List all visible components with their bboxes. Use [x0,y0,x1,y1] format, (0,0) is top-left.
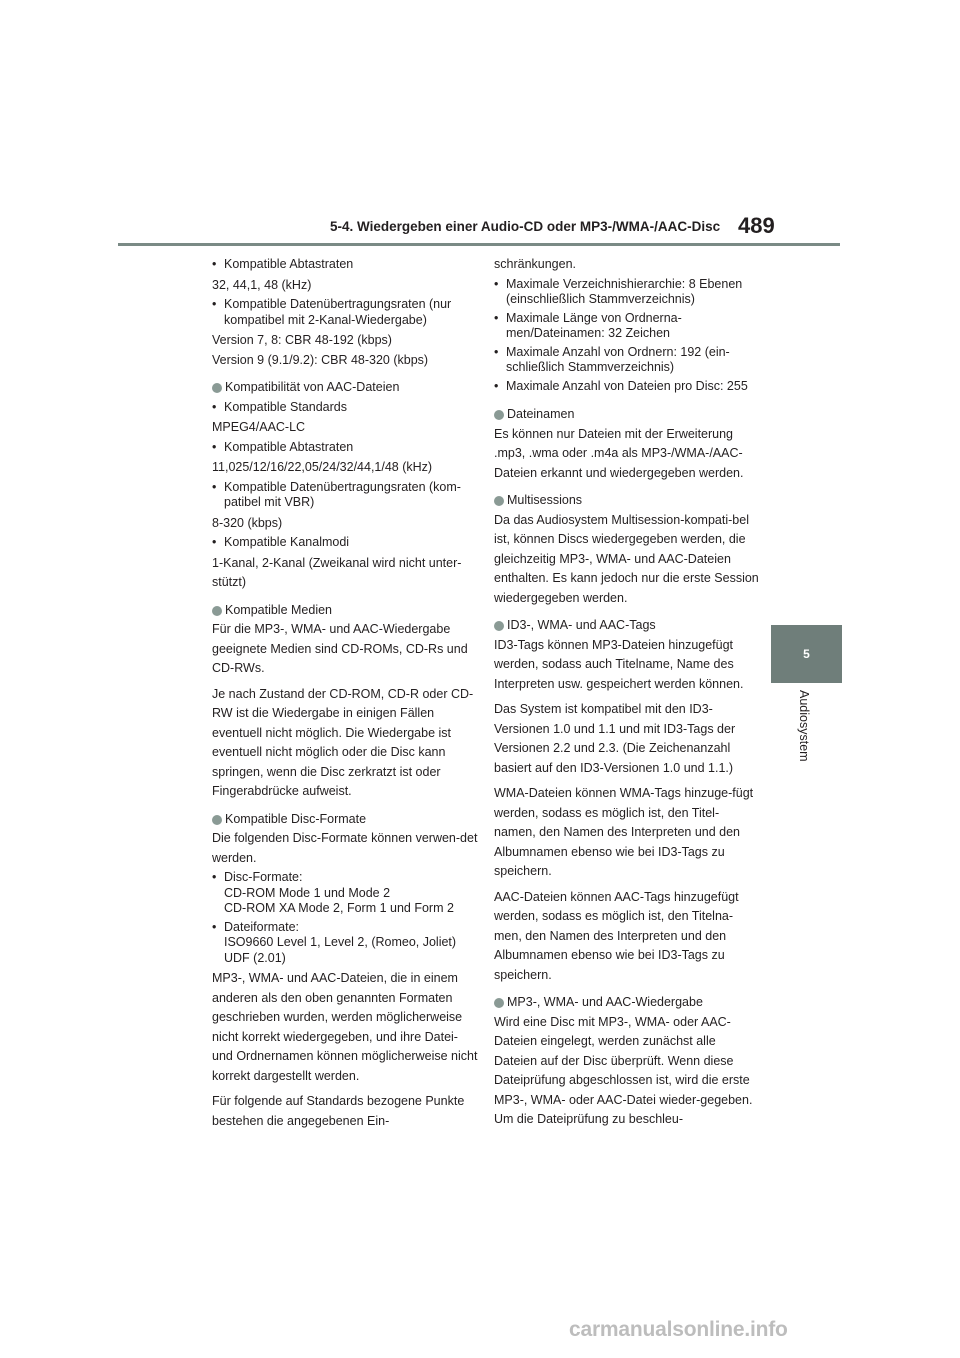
bullet-item: • Disc-Formate: CD-ROM Mode 1 und Mode 2 CD-ROM XA Mode 2, Form 1 und Form 2 [212,870,478,917]
bullet-item: • Dateiformate: ISO9660 Level 1, Level 2, (Romeo, Joliet) UDF (2.01) [212,920,478,967]
chapter-label: Audiosystem [797,690,811,762]
section-heading-multisessions: Multisessions [494,491,760,511]
chapter-tab[interactable] [771,625,842,683]
section-heading-wiedergabe: MP3-, WMA- und AAC-Wiedergabe [494,993,760,1013]
paragraph: ID3-Tags können MP3-Dateien hinzugefügt werden, sodass auch Titelname, Name des Interpreten usw. gespeichert werden können. [494,637,744,691]
paragraph: Version 9 (9.1/9.2): CBR 48-320 (kbps) [212,352,429,367]
circle-bullet-icon [494,621,504,631]
bullet-item: • Kompatible Abtastraten [212,440,478,456]
section-heading-aac: Kompatibilität von AAC-Dateien [212,378,478,398]
paragraph: Je nach Zustand der CD-ROM, CD-R oder CD-RW ist die Wiedergabe in einigen Fällen eventuell nicht möglich. Die Wiedergabe ist eventuell nicht möglich oder die Disc kann springen, wenn die Disc zerkratzt ist oder Fingerabdrücke aufweist. [212,686,474,798]
paragraph: AAC-Dateien können AAC-Tags hinzugefügt werden, sodass es möglich ist, den Titelna-men, den Namen des Interpreten und den Albumnamen ebenso wie bei ID3-Tags zu speichern. [494,889,739,982]
paragraph: 11,025/12/16/22,05/24/32/44,1/48 (kHz) [212,460,433,474]
bullet-item: • Maximale Länge von Ordnerna-men/Dateinamen: 32 Zeichen [494,311,760,342]
paragraph: 1-Kanal, 2-Kanal (Zweikanal wird nicht unter-stützt) [212,555,462,589]
section-heading-dateinamen: Dateinamen [494,405,760,425]
paragraph: schränkungen. [494,257,577,271]
bullet-item: • Maximale Anzahl von Ordnern: 192 (ein-schließlich Stammverzeichnis) [494,345,760,376]
paragraph: MPEG4/AAC-LC [212,420,306,434]
bullet-item: • Kompatible Datenübertragungsraten (nur kompatibel mit 2-Kanal-Wiedergabe) [212,297,478,328]
circle-bullet-icon [212,383,222,393]
paragraph: MP3-, WMA- und AAC-Dateien, die in einem anderen als den oben genannten Formaten geschrieben wurden, werden möglicherweise nicht korrekt wiedergegeben, und ihre Datei- und Ordnernamen können möglicherweise nicht korrekt dargestellt werden. [212,971,478,1083]
paragraph: 8-320 (kbps) [212,515,283,530]
section-heading-tags: ID3-, WMA- und AAC-Tags [494,616,760,636]
bullet-item: • Maximale Verzeichnishierarchie: 8 Ebenen (einschließlich Stammverzeichnis) [494,277,760,308]
paragraph: Version 7, 8: CBR 48-192 (kbps) [212,333,392,347]
bullet-item: • Kompatible Abtastraten [212,257,478,273]
bullet-item: • Kompatible Datenübertragungsraten (kom-patibel mit VBR) [212,480,478,511]
section-heading-medien: Kompatible Medien [212,601,478,621]
circle-bullet-icon [494,496,504,506]
bullet-item: • Maximale Anzahl von Dateien pro Disc: 255 [494,379,760,395]
section-title: 5-4. Wiedergeben einer Audio-CD oder MP3-/WMA-/AAC-Disc [330,219,721,234]
paragraph: Da das Audiosystem Multisession-kompati-bel ist, können Discs wiedergegeben werden, die gleichzeitig MP3-, WMA- und AAC-Dateien enthalten. Es kann jedoch nur die erste Session wiedergegeben werden. [494,512,759,605]
left-column [212,255,478,1131]
header-divider [118,243,840,246]
paragraph: Für folgende auf Standards bezogene Punkte bestehen die angegebenen Ein- [212,1094,465,1128]
paragraph: Das System ist kompatibel mit den ID3-Versionen 1.0 und 1.1 und mit ID3-Tags der Versionen 2.2 und 2.3. (Die Zeichenanzahl basiert auf den ID3-Versionen 1.0 und 1.1.) [494,702,736,775]
paragraph: WMA-Dateien können WMA-Tags hinzuge-fügt werden, sodass es möglich ist, den Titel-namen, den Namen des Interpreten und den Albumnamen ebenso wie bei ID3-Tags zu speichern. [494,786,754,878]
circle-bullet-icon [212,815,222,825]
page-number: 489 [738,213,775,238]
circle-bullet-icon [494,998,504,1008]
bullet-item: • Kompatible Kanalmodi [212,535,478,551]
section-heading-formate: Kompatible Disc-Formate [212,810,478,830]
circle-bullet-icon [212,606,222,616]
paragraph: Die folgenden Disc-Formate können verwen-det werden. [212,831,478,865]
chapter-number: 5 [803,647,810,661]
circle-bullet-icon [494,410,504,420]
right-column [494,255,760,1130]
paragraph: Für die MP3-, WMA- und AAC-Wiedergabe geeignete Medien sind CD-ROMs, CD-Rs und CD-RWs. [212,622,468,675]
paragraph: 32, 44,1, 48 (kHz) [212,277,312,292]
bullet-item: • Kompatible Standards [212,400,478,416]
paragraph: Wird eine Disc mit MP3-, WMA- oder AAC-Dateien eingelegt, werden zunächst alle Dateien auf der Disc überprüft. Wenn diese Dateiprüfung abgeschlossen ist, wird die erste MP3-, WMA- oder AAC-Datei wieder-gegeben. Um die Dateiprüfung zu beschleu- [494,1014,753,1126]
paragraph: Es können nur Dateien mit der Erweiterung .mp3, .wma oder .m4a als MP3-/WMA-/AAC-Dateien erkannt und wiedergegeben werden. [494,426,744,480]
watermark-text: carmanualsonline.info [569,1318,788,1341]
